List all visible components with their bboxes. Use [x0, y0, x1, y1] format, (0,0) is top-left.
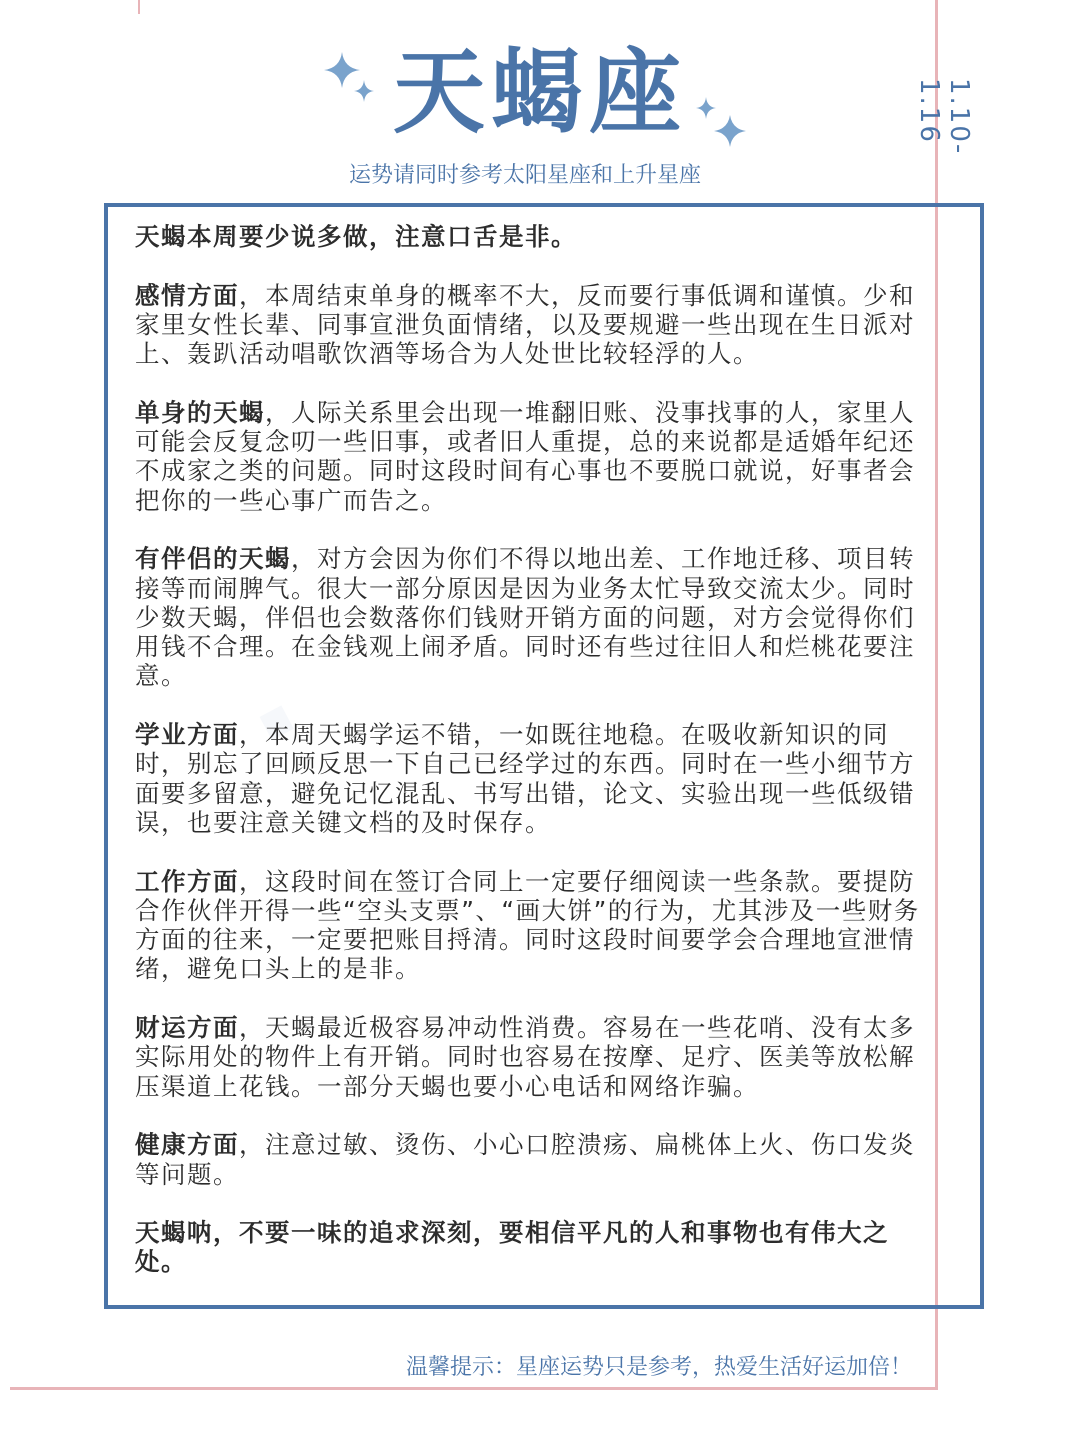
section-text: ，这段时间在签订合同上一定要仔细阅读一些条款。要提防合作伙伴开得一些“空头支票”、“画大饼”的行为，尤其涉及一些财务方面的往来，一定要把账目捋清。同时这段时间要学会合理地宣泄情绪，避免口头上的是非。 [135, 866, 920, 984]
section-heading: 财运方面 [135, 1013, 239, 1043]
section-partnered [135, 544, 920, 690]
section-text: ，天蝎最近极容易冲动性消费。容易在一些花哨、没有太多实际用处的物件上有开销。同时也容易在按摩、足疗、医美等放松解压渠道上花钱。一部分天蝎也要小心电话和网络诈骗。 [135, 1013, 915, 1101]
section-work [135, 867, 920, 984]
section-heading: 单身的天蝎 [135, 397, 265, 427]
section-heading: 学业方面 [135, 720, 239, 750]
section-single [135, 398, 920, 515]
page-title: 天蝎座 [392, 39, 687, 146]
section-health [135, 1130, 920, 1189]
closing-text: 天蝎呐，不要一味的追求深刻，要相信平凡的人和事物也有伟大之处。 [135, 1218, 889, 1277]
section-heading: 感情方面 [135, 280, 239, 310]
frame-line-horizontal [10, 1387, 938, 1390]
section-text: ，对方会因为你们不得以地出差、工作地迁移、项目转接等而闹脾气。很大一部分原因是因为业务太忙导致交流太少。同时少数天蝎，伴侣也会数落你们钱财开销方面的问题，对方会觉得你们用钱不合理。在金钱观上闹矛盾。同时还有些过往旧人和烂桃花要注意。 [135, 544, 915, 691]
intro-text: 天蝎本周要少说多做，注意口舌是非。 [135, 222, 577, 251]
section-study [135, 720, 920, 837]
section-text: ，本周天蝎学运不错，一如既往地稳。在吸收新知识的同时，别忘了回顾反思一下自己已经学过的东西。同时在一些小细节方面要多留意，避免记忆混乱、书写出错，论文、实验出现一些低级错误，也要注意关键文档的及时保存。 [135, 720, 915, 837]
section-text: ，本周结束单身的概率不大，反而要行事低调和谨慎。少和家里女性长辈、同事宣泄负面情绪，以及要规避一些出现在生日派对上、轰趴活动唱歌饮酒等场合为人处世比较轻浮的人。 [135, 280, 915, 369]
section-text: ，人际关系里会出现一堆翻旧账、没事找事的人，家里人可能会反复念叨一些旧事，或者旧人重提，总的来说都是适婚年纪还不成家之类的问题。同时这段时间有心事也不要脱口就说，好事者会把你的一些心事广而告之。 [135, 397, 915, 515]
section-text: ，注意过敏、烫伤、小心口腔溃疡、扁桃体上火、伤口发炎等问题。 [135, 1130, 915, 1189]
horoscope-body [135, 222, 920, 1277]
section-heading: 健康方面 [135, 1130, 239, 1160]
frame-tick [138, 0, 140, 14]
section-love [135, 281, 920, 369]
date-range: 1.10-1.16 [914, 78, 974, 156]
page-subtitle: 运势请同时参考太阳星座和上升星座 [348, 163, 701, 188]
section-wealth [135, 1013, 920, 1101]
section-heading: 有伴侣的天蝎 [135, 544, 291, 574]
section-heading: 工作方面 [135, 866, 239, 896]
footer-tip: 温馨提示：星座运势只是参考，热爱生活好运加倍！ [405, 1355, 912, 1380]
watermark: · [215, 634, 348, 809]
